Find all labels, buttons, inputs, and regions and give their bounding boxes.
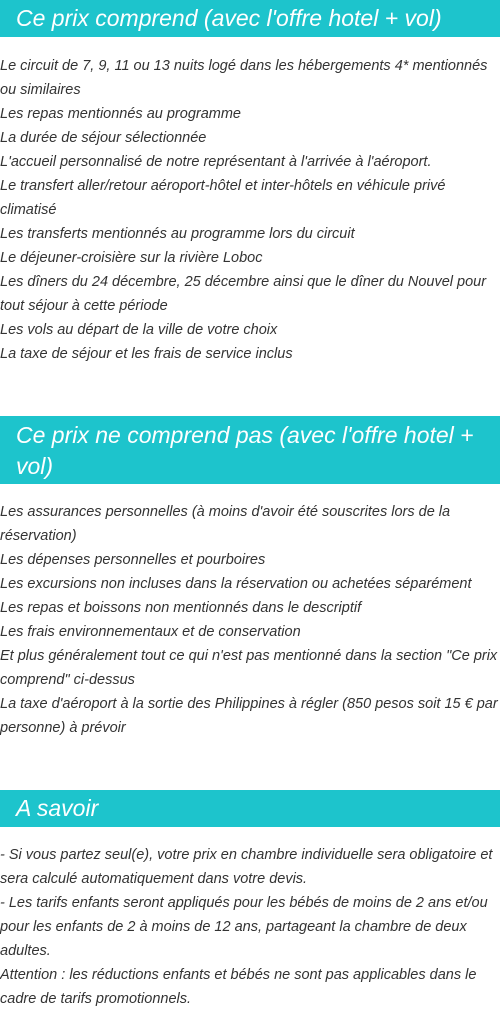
list-item: L'accueil personnalisé de notre représentant à l'arrivée à l'aéroport. bbox=[0, 154, 432, 170]
list-item: Les frais environnementaux et de conservation bbox=[0, 624, 301, 640]
list-item: Les dépenses personnelles et pourboires bbox=[0, 552, 266, 568]
list-item: Le déjeuner-croisière sur la rivière Loboc bbox=[0, 250, 263, 266]
excludes-heading: Ce prix ne comprend pas (avec l'offre hotel + vol) bbox=[0, 416, 500, 484]
list-item: Les excursions non incluses dans la réservation ou achetées séparément bbox=[0, 576, 472, 592]
info-section bbox=[0, 790, 500, 1011]
list-item: Le transfert aller/retour aéroport-hôtel et inter-hôtels en véhicule privé climatisé bbox=[0, 178, 446, 218]
list-item: Le circuit de 7, 9, 11 ou 13 nuits logé dans les hébergements 4* mentionnés ou similaires bbox=[0, 58, 488, 98]
list-item: - Les tarifs enfants seront appliqués pour les bébés de moins de 2 ans et/ou pour les enfants de 2 à moins de 12 ans, partageant la chambre de deux adultes. bbox=[0, 895, 488, 959]
excludes-section bbox=[0, 416, 500, 740]
list-item: Les repas mentionnés au programme bbox=[0, 106, 241, 122]
list-item: Attention : les réductions enfants et bébés ne sont pas applicables dans le cadre de tarifs promotionnels. bbox=[0, 967, 477, 1007]
includes-section bbox=[0, 0, 500, 366]
list-item: Les transferts mentionnés au programme lors du circuit bbox=[0, 226, 355, 242]
excludes-list bbox=[0, 500, 500, 740]
list-item: La taxe d'aéroport à la sortie des Philippines à régler (850 pesos soit 15 € par personne) à prévoir bbox=[0, 696, 498, 736]
list-item: Les assurances personnelles (à moins d'avoir été souscrites lors de la réservation) bbox=[0, 504, 451, 544]
list-item: Les dîners du 24 décembre, 25 décembre ainsi que le dîner du Nouvel pour tout séjour à cette période bbox=[0, 274, 487, 314]
info-heading: A savoir bbox=[0, 790, 500, 827]
list-item: La taxe de séjour et les frais de service inclus bbox=[0, 346, 293, 362]
info-list bbox=[0, 843, 500, 1011]
list-item: La durée de séjour sélectionnée bbox=[0, 130, 207, 146]
list-item: - Si vous partez seul(e), votre prix en chambre individuelle sera obligatoire et sera calculé automatiquement dans votre devis. bbox=[0, 847, 493, 887]
list-item: Et plus généralement tout ce qui n'est pas mentionné dans la section "Ce prix comprend" ci-dessus bbox=[0, 648, 498, 688]
includes-list bbox=[0, 54, 500, 366]
list-item: Les repas et boissons non mentionnés dans le descriptif bbox=[0, 600, 362, 616]
includes-heading: Ce prix comprend (avec l'offre hotel + vol) bbox=[0, 0, 500, 37]
list-item: Les vols au départ de la ville de votre choix bbox=[0, 322, 278, 338]
